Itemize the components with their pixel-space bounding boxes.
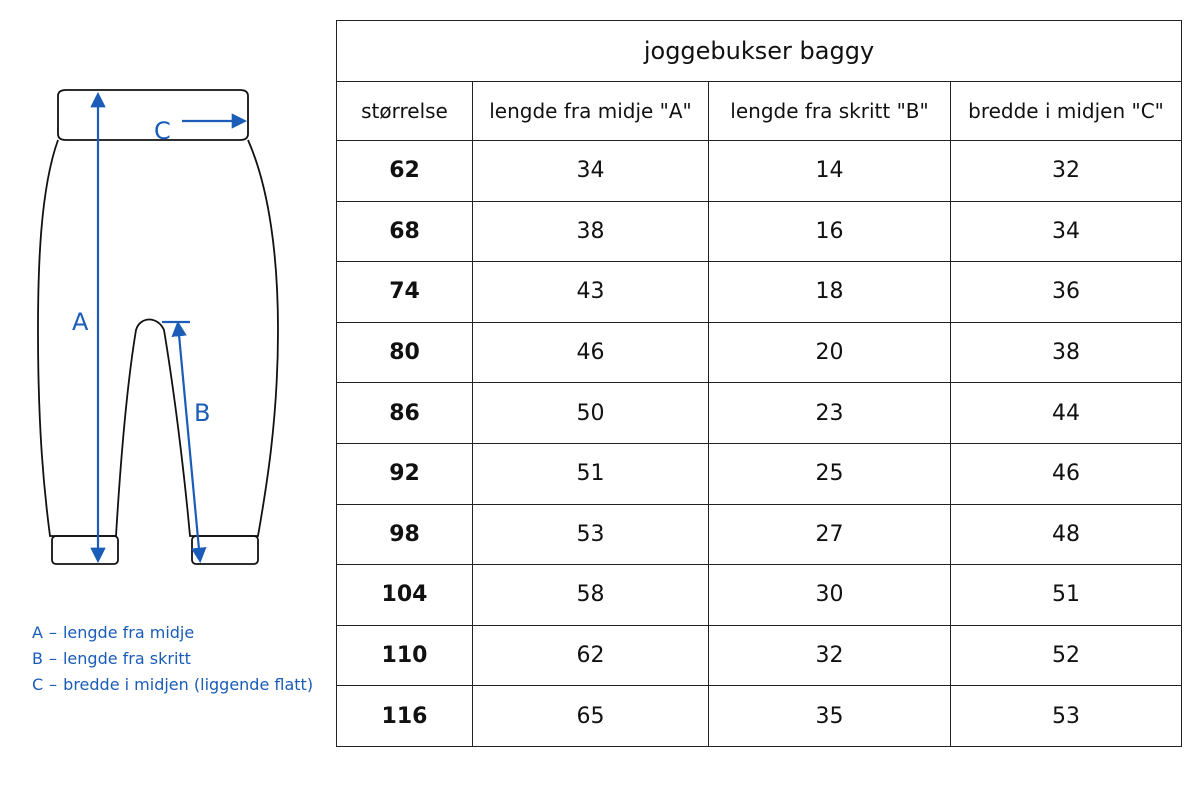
waist-width-cell: 32: [951, 141, 1182, 202]
waist-width-cell: 46: [951, 443, 1182, 504]
length-waist-cell: 43: [473, 262, 709, 323]
size-cell: 104: [337, 565, 473, 626]
waist-width-cell: 34: [951, 201, 1182, 262]
legend-dash: –: [48, 649, 57, 668]
length-crotch-cell: 32: [709, 625, 951, 686]
size-cell: 80: [337, 322, 473, 383]
label-c: C: [154, 117, 171, 145]
legend-letter: A: [32, 623, 43, 642]
length-waist-cell: 53: [473, 504, 709, 565]
legend-item-b: [32, 646, 313, 672]
table-row: [337, 141, 1182, 202]
length-crotch-cell: 23: [709, 383, 951, 444]
size-cell: 98: [337, 504, 473, 565]
waist-width-cell: 44: [951, 383, 1182, 444]
legend-item-c: [32, 672, 313, 698]
header-length-waist: lengde fra midje "A": [473, 82, 709, 141]
table-row: [337, 443, 1182, 504]
legend-item-a: [32, 620, 313, 646]
legend-text: bredde i midjen (liggende flatt): [63, 675, 314, 694]
header-length-crotch: lengde fra skritt "B": [709, 82, 951, 141]
table-row: [337, 383, 1182, 444]
size-cell: 62: [337, 141, 473, 202]
waist-width-cell: 53: [951, 686, 1182, 747]
header-size: størrelse: [337, 82, 473, 141]
length-waist-cell: 51: [473, 443, 709, 504]
table-row: [337, 201, 1182, 262]
size-cell: 86: [337, 383, 473, 444]
table-title: joggebukser baggy: [337, 21, 1182, 82]
length-waist-cell: 34: [473, 141, 709, 202]
length-waist-cell: 38: [473, 201, 709, 262]
length-waist-cell: 50: [473, 383, 709, 444]
length-crotch-cell: 25: [709, 443, 951, 504]
length-waist-cell: 62: [473, 625, 709, 686]
length-crotch-cell: 27: [709, 504, 951, 565]
table-row: [337, 504, 1182, 565]
length-crotch-cell: 16: [709, 201, 951, 262]
legend-dash: –: [49, 675, 58, 694]
table-row: [337, 565, 1182, 626]
table-row: [337, 322, 1182, 383]
size-cell: 110: [337, 625, 473, 686]
legend-dash: –: [48, 623, 57, 642]
legend-text: lengde fra midje: [62, 623, 195, 642]
length-crotch-cell: 14: [709, 141, 951, 202]
waist-width-cell: 48: [951, 504, 1182, 565]
length-crotch-cell: 35: [709, 686, 951, 747]
waist-width-cell: 51: [951, 565, 1182, 626]
size-cell: 92: [337, 443, 473, 504]
legend-letter: C: [32, 675, 44, 694]
length-waist-cell: 46: [473, 322, 709, 383]
waist-width-cell: 36: [951, 262, 1182, 323]
table-row: [337, 262, 1182, 323]
waist-width-cell: 52: [951, 625, 1182, 686]
length-crotch-cell: 30: [709, 565, 951, 626]
label-a: A: [72, 308, 89, 336]
size-table: [336, 20, 1182, 747]
header-waist-width: bredde i midjen "C": [951, 82, 1182, 141]
length-crotch-cell: 18: [709, 262, 951, 323]
pants-diagram: [0, 0, 336, 600]
size-cell: 116: [337, 686, 473, 747]
length-waist-cell: 58: [473, 565, 709, 626]
table-row: [337, 686, 1182, 747]
size-cell: 74: [337, 262, 473, 323]
length-crotch-cell: 20: [709, 322, 951, 383]
measurement-legend: [32, 620, 313, 698]
waist-width-cell: 38: [951, 322, 1182, 383]
legend-text: lengde fra skritt: [62, 649, 191, 668]
size-cell: 68: [337, 201, 473, 262]
legend-letter: B: [32, 649, 43, 668]
label-b: B: [194, 399, 211, 427]
length-waist-cell: 65: [473, 686, 709, 747]
table-row: [337, 625, 1182, 686]
